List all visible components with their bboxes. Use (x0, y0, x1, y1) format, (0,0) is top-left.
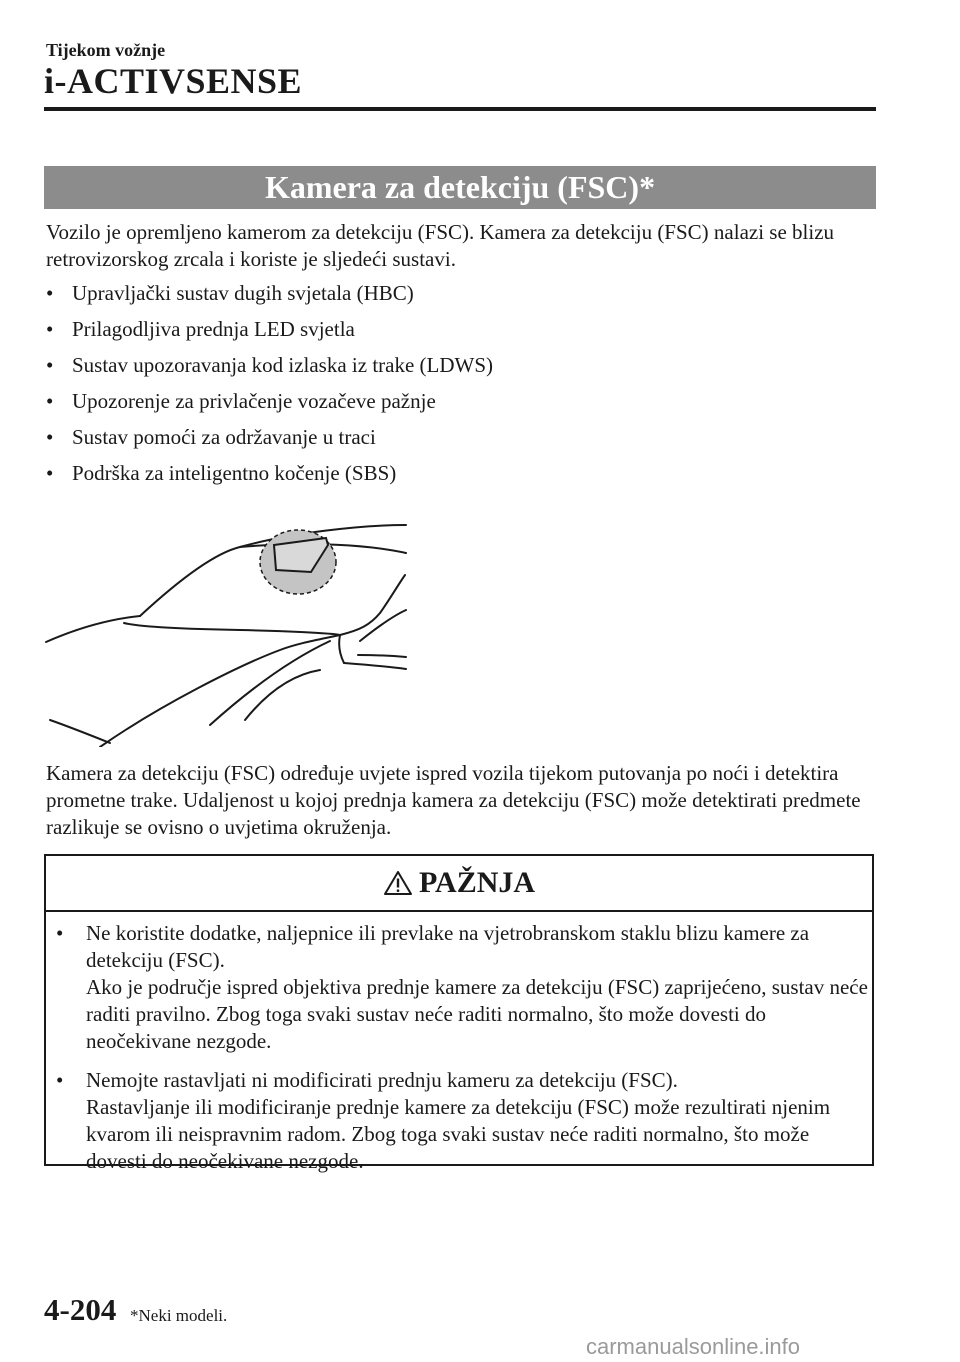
systems-list (46, 280, 493, 496)
caution-header (46, 856, 872, 910)
list-item (46, 424, 493, 460)
intro-paragraph: Vozilo je opremljeno kamerom za detekciju (FSC). Kamera za detekciju (FSC) nalazi se blizu retrovizorskog zrcala i koriste je sljedeći sustavi. (46, 220, 835, 271)
bullet-icon: • (46, 317, 54, 341)
camera-description-paragraph: Kamera za detekciju (FSC) određuje uvjete ispred vozila tijekom putovanja po noći i detektira prometne trake. Udaljenost u kojoj prednja kamera za detekciju (FSC) može detektirati predmete razlikuje se ovisno o uvjetima okruženja. (46, 761, 861, 839)
caution-item-text: Rastavljanje ili modificiranje prednje kamere za detekciju (FSC) može rezultirati njenim kvarom ili neispravnim radom. Zbog toga svaki sustav neće raditi normalno, što može dovesti do neočekivane nezgode. (86, 1095, 831, 1173)
list-item-text: Prilagodljiva prednja LED svjetla (72, 317, 355, 341)
bullet-icon: • (46, 425, 54, 449)
footnote: *Neki modeli. (130, 1306, 228, 1325)
list-item-text: Sustav upozoravanja kod izlaska iz trake (LDWS) (72, 353, 494, 377)
bullet-icon: • (46, 389, 54, 413)
bullet-icon: • (56, 1068, 64, 1092)
warning-triangle-icon (383, 870, 413, 896)
watermark: carmanualsonline.info (586, 1334, 801, 1359)
list-item-text: Podrška za inteligentno kočenje (SBS) (72, 461, 397, 485)
bullet-icon: • (46, 461, 54, 485)
caution-item-text: Ne koristite dodatke, naljepnice ili prevlake na vjetrobranskom staklu blizu kamere za detekciju (FSC). (86, 921, 810, 972)
caution-divider (46, 910, 872, 912)
list-item-text: Upozorenje za privlačenje vozačeve pažnje (72, 389, 436, 413)
bullet-icon: • (46, 353, 54, 377)
caution-box (44, 854, 874, 1173)
section-heading-banner: Kamera za detekciju (FSC)* (44, 166, 876, 209)
list-item (46, 316, 493, 352)
caution-item-text: Ako je područje ispred objektiva prednje kamere za detekciju (FSC) zaprijećeno, sustav neće raditi pravilno. Zbog toga svaki sustav neće raditi normalno, što može dovesti do neočekivane nezgode. (86, 975, 868, 1053)
bullet-icon: • (56, 921, 64, 945)
list-item (46, 280, 493, 316)
list-item-text: Upravljački sustav dugih svjetala (HBC) (72, 281, 414, 305)
section-label: Tijekom vožnje (46, 40, 166, 60)
caution-item (56, 920, 868, 1055)
title-divider (44, 107, 876, 111)
caution-list (56, 920, 868, 1187)
windshield-camera-illustration (40, 515, 420, 747)
caution-item-text: Nemojte rastavljati ni modificirati prednju kameru za detekciju (FSC). (86, 1068, 678, 1092)
list-item (46, 388, 493, 424)
list-item (46, 460, 493, 496)
caution-item (56, 1067, 868, 1175)
page-number: 4-204 (44, 1292, 117, 1327)
caution-title: PAŽNJA (418, 866, 536, 899)
chapter-title: i-ACTIVSENSE (44, 61, 303, 101)
list-item (46, 352, 493, 388)
list-item-text: Sustav pomoći za održavanje u traci (72, 425, 376, 449)
bullet-icon: • (46, 281, 54, 305)
